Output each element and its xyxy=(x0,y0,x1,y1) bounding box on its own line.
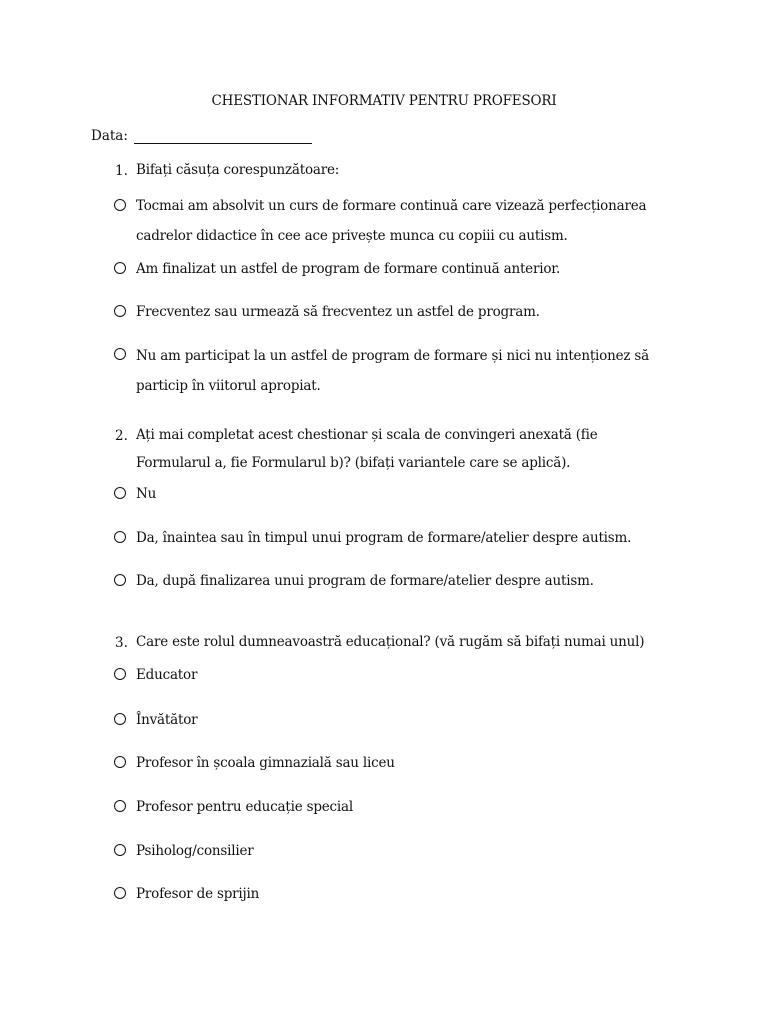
radio-circle-icon[interactable] xyxy=(114,348,126,360)
q3-option-6: Profesor de sprijin xyxy=(136,886,260,902)
radio-circle-icon[interactable] xyxy=(114,262,126,274)
q1-option-1: Tocmai am absolvit un curs de formare continuă care vizează perfecționarea cadrelor didactice în cee ace privește munca cu copiii cu autism. xyxy=(136,198,647,244)
question-3-number: 3. xyxy=(115,635,128,651)
radio-circle-icon[interactable] xyxy=(114,199,126,211)
q3-option-4: Profesor pentru educație special xyxy=(136,799,354,815)
radio-circle-icon[interactable] xyxy=(114,713,126,725)
q2-option-3: Da, după finalizarea unui program de formare/atelier despre autism. xyxy=(136,573,594,589)
q3-option-2: Învătător xyxy=(136,712,198,728)
radio-circle-icon[interactable] xyxy=(114,887,126,899)
q3-option-5: Psiholog/consilier xyxy=(136,843,254,859)
question-2-number: 2. xyxy=(115,428,128,444)
radio-circle-icon[interactable] xyxy=(114,800,126,812)
radio-circle-icon[interactable] xyxy=(114,844,126,856)
date-field xyxy=(91,128,312,144)
q2-option-1: Nu xyxy=(136,486,157,502)
radio-circle-icon[interactable] xyxy=(114,531,126,543)
q3-option-1: Educator xyxy=(136,667,198,683)
question-2-text: Ați mai completat acest chestionar și scala de convingeri anexată (fie Formularul a, fie Formularul b)? (bifați variantele care se aplică). xyxy=(136,427,598,471)
question-1-text: Bifați căsuța corespunzătoare: xyxy=(136,162,340,178)
q3-option-3: Profesor în școala gimnazială sau liceu xyxy=(136,755,395,771)
radio-circle-icon[interactable] xyxy=(114,574,126,586)
q1-option-4: Nu am participat la un astfel de program de formare și nici nu intenționez să particip în viitorul apropiat. xyxy=(136,348,649,394)
document-title: CHESTIONAR INFORMATIV PENTRU PROFESORI xyxy=(211,93,557,109)
date-blank-line[interactable] xyxy=(134,129,312,144)
radio-circle-icon[interactable] xyxy=(114,305,126,317)
radio-circle-icon[interactable] xyxy=(114,487,126,499)
q1-option-3: Frecventez sau urmează să frecventez un astfel de program. xyxy=(136,304,540,320)
radio-circle-icon[interactable] xyxy=(114,668,126,680)
date-label: Data: xyxy=(91,128,128,144)
radio-circle-icon[interactable] xyxy=(114,756,126,768)
question-3-text: Care este rolul dumneavoastră educațional? (vă rugăm să bifați numai unul) xyxy=(136,634,645,650)
question-1-number: 1. xyxy=(115,163,128,179)
q1-option-2: Am finalizat un astfel de program de formare continuă anterior. xyxy=(136,261,561,277)
q2-option-2: Da, înaintea sau în timpul unui program de formare/atelier despre autism. xyxy=(136,530,632,546)
